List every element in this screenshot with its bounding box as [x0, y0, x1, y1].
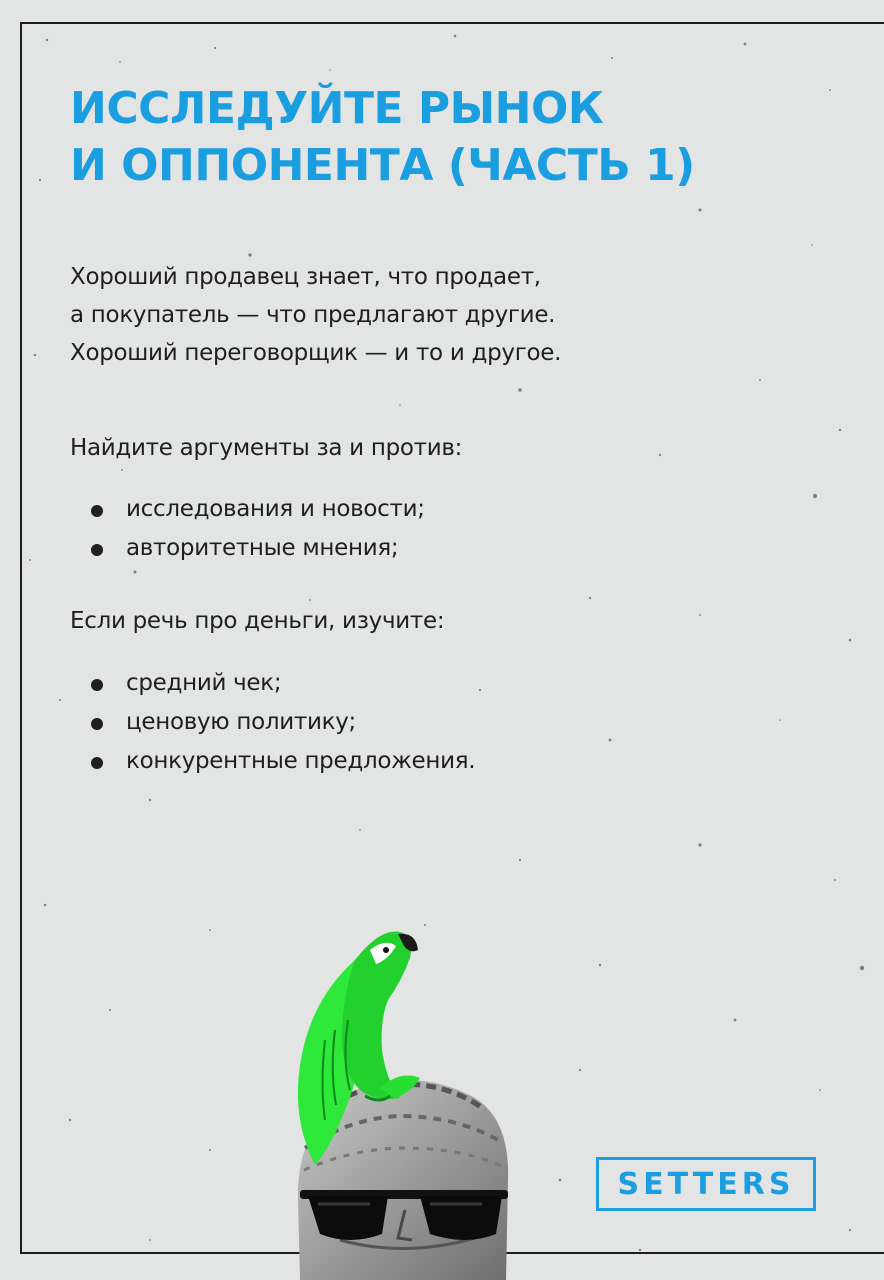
list-item: авторитетные мнения;: [88, 529, 425, 568]
arguments-heading: Найдите аргументы за и против:: [70, 435, 463, 461]
intro-line-2: а покупатель — что предлагают другие.: [70, 302, 556, 328]
money-list: [88, 664, 475, 781]
intro-line-1: Хороший продавец знает, что продает,: [70, 264, 541, 290]
page-title: [70, 80, 850, 194]
list-item: средний чек;: [88, 664, 475, 703]
parrot-on-statue-illustration: [270, 920, 540, 1280]
setters-logo: SETTERS: [596, 1157, 816, 1211]
list-item: исследования и новости;: [88, 490, 425, 529]
money-heading: Если речь про деньги, изучите:: [70, 608, 445, 634]
intro-paragraph: [70, 258, 830, 372]
title-line-2: И ОППОНЕНТА (ЧАСТЬ 1): [70, 140, 695, 191]
list-item: конкурентные предложения.: [88, 742, 475, 781]
title-line-1: ИССЛЕДУЙТЕ РЫНОК: [70, 83, 604, 134]
intro-line-3: Хороший переговорщик — и то и другое.: [70, 340, 562, 366]
list-item: ценовую политику;: [88, 703, 475, 742]
arguments-list: [88, 490, 425, 568]
